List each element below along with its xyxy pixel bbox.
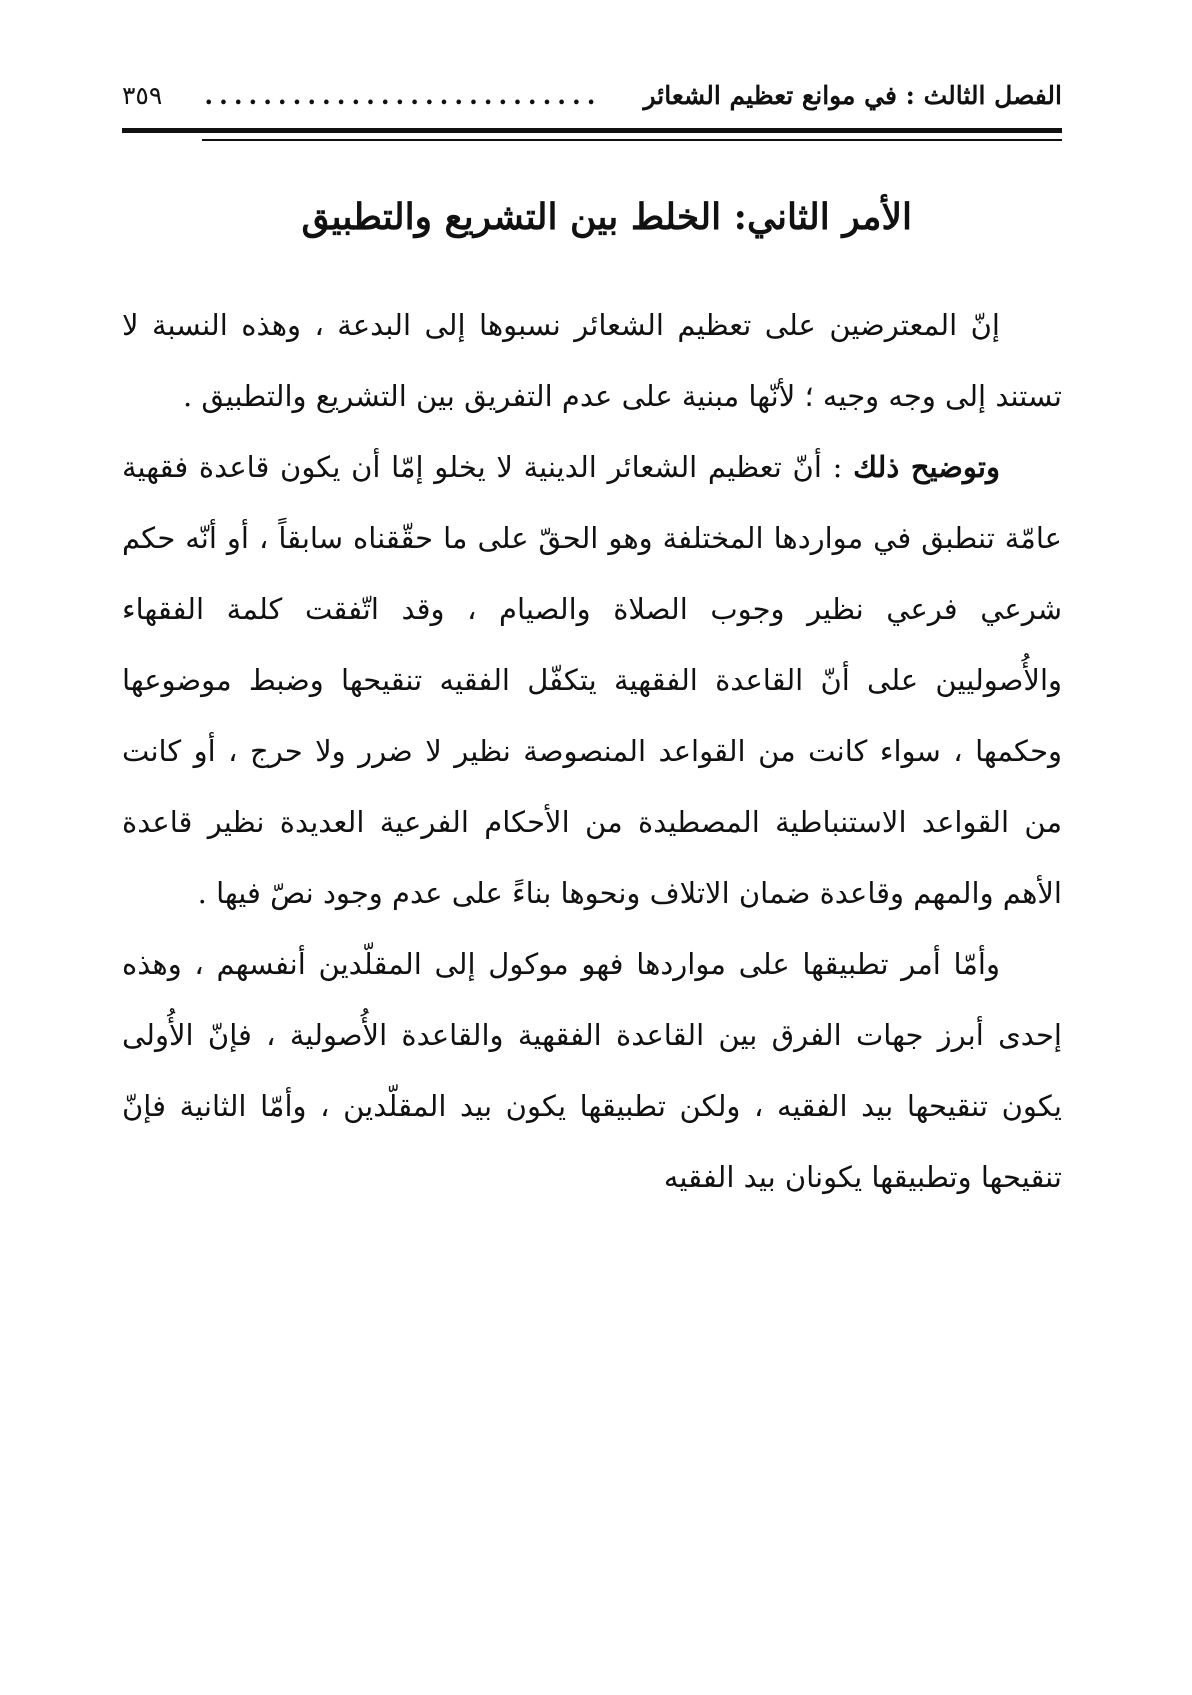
header-rule-thick [122, 128, 1062, 133]
paragraph-2-text: : أنّ تعظيم الشعائر الدينية لا يخلو إمّا أن يكون قاعدة فقهية عامّة تنطبق في مواردها المختلفة وهو الحقّ على ما حقّقناه سابقاً ، أو أنّه حكم شرعي فرعي نظير وجوب الصلاة والصيام ، وقد اتّفقت كلمة الفقهاء والأُصوليين على أنّ القاعدة الفقهية يتكفّل الفقيه تنقيحها وضبط موضوعها وحكمها ، سواء كانت من القواعد المنصوصة نظير لا ضرر ولا حرج ، أو كانت من القواعد الاستنباطية المصطيدة من الأحكام الفرعية العديدة نظير قاعدة الأهم والمهم وقاعدة ضمان الاتلاف ونحوها بناءً على عدم وجود نصّ فيها . [122, 450, 1063, 910]
chapter-title: الفصل الثالث : في موانع تعظيم الشعائر [643, 80, 1062, 110]
paragraph-3-text: وأمّا أمر تطبيقها على مواردها فهو موكول إلى المقلّدين أنفسهم ، وهذه إحدى أبرز جهات الفرق بين القاعدة الفقهية والقاعدة الأُصولية ، فإنّ الأُولى يكون تنقيحها بيد الفقيه ، ولكن تطبيقها يكون بيد المقلّدين ، وأمّا الثانية فإنّ تنقيحها وتطبيقها يكونان بيد الفقيه [122, 947, 1062, 1194]
paragraph-1-text: إنّ المعترضين على تعظيم الشعائر نسبوها إلى البدعة ، وهذه النسبة لا تستند إلى وجه وجيه ؛ لأنّها مبنية على عدم التفريق بين التشريع والتطبيق . [122, 308, 1062, 413]
header-rule-thin [202, 139, 1062, 141]
running-header [122, 72, 1062, 118]
paragraph-1 [122, 290, 1062, 432]
body-text [122, 290, 1062, 1213]
page-number: ٣٥٩ [122, 80, 163, 110]
paragraph-2-lead: وتوضيح ذلك [853, 450, 1000, 484]
leader-dots: ........................... [204, 80, 602, 110]
paragraph-2 [122, 432, 1062, 929]
section-heading: الأمر الثاني: الخلط بين التشريع والتطبيق [301, 196, 912, 238]
paragraph-3 [122, 929, 1062, 1213]
